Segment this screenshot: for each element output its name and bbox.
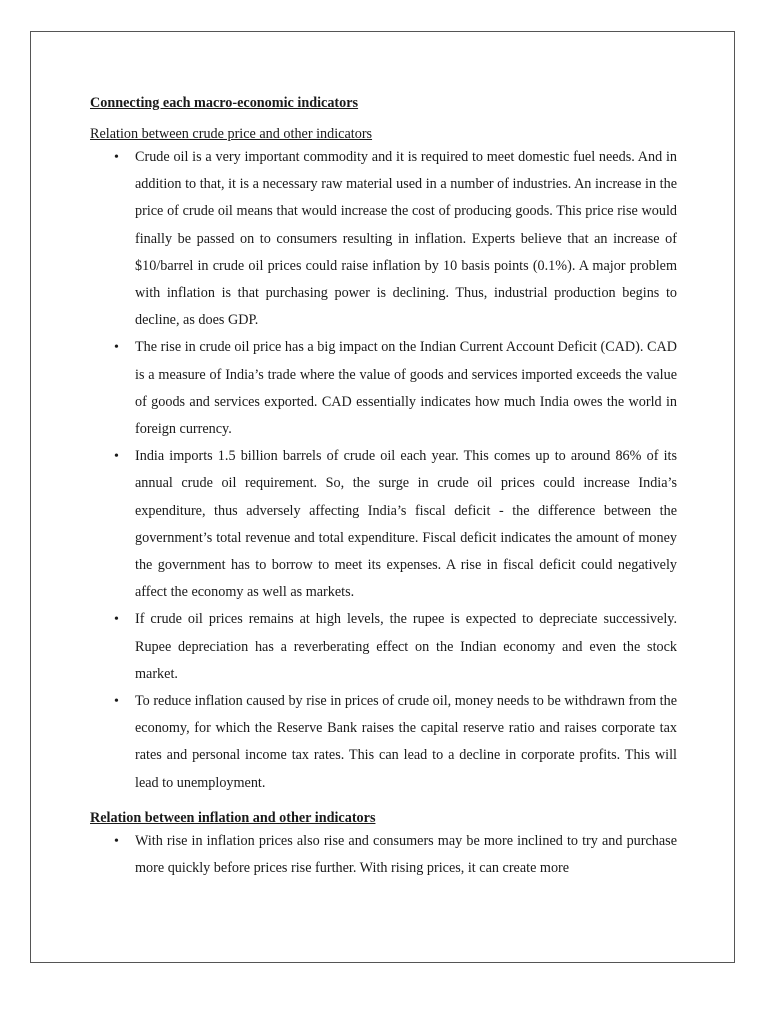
section-title-crude-price: Relation between crude price and other indicators xyxy=(90,126,373,142)
list-item: • The rise in crude oil price has a big impact on the Indian Current Account Deficit (CAD). CAD is a measure of India’s trade where the value of goods and services imported exceeds the value of goods and services exported. CAD essentially indicates how much India owes the world in foreign currency. xyxy=(90,334,677,443)
list-item: • With rise in inflation prices also rise and consumers may be more inclined to try and purchase more quickly before prices rise further. With rising prices, it can create more xyxy=(90,828,677,882)
list-item: • If crude oil prices remains at high levels, the rupee is expected to depreciate successively. Rupee depreciation has a reverberating effect on the Indian economy and even the stock market. xyxy=(90,606,677,688)
section-title-inflation: Relation between inflation and other indicators xyxy=(90,809,376,826)
list-item: • Crude oil is a very important commodity and it is required to meet domestic fuel needs. And in addition to that, it is a necessary raw material used in a number of industries. An increase in the price of crude oil means that would increase the cost of producing goods. This price rise would finally be passed on to consumers resulting in inflation. Experts believe that an increase of $10/barrel in crude oil prices could raise inflation by 10 basis points (0.1%). A major problem with inflation is that purchasing power is declining. Thus, industrial production begins to decline, as does GDP. xyxy=(90,144,677,334)
inflation-bullet-list xyxy=(90,828,677,882)
document-heading: Connecting each macro-economic indicators xyxy=(90,95,359,111)
crude-price-bullet-list xyxy=(90,144,677,797)
document-body xyxy=(90,93,677,882)
list-item: • India imports 1.5 billion barrels of crude oil each year. This comes up to around 86% of its annual crude oil requirement. So, the surge in crude oil prices could increase India’s expenditure, thus adversely affecting India’s fiscal deficit - the difference between the government’s total revenue and total expenditure. Fiscal deficit indicates the amount of money the government has to borrow to meet its expenses. A rise in fiscal deficit could negatively affect the economy as well as markets. xyxy=(90,443,677,606)
list-item: • To reduce inflation caused by rise in prices of crude oil, money needs to be withdrawn from the economy, for which the Reserve Bank raises the capital reserve ratio and raises corporate tax rates and personal income tax rates. This can lead to a decline in corporate profits. This will lead to unemployment. xyxy=(90,688,677,797)
